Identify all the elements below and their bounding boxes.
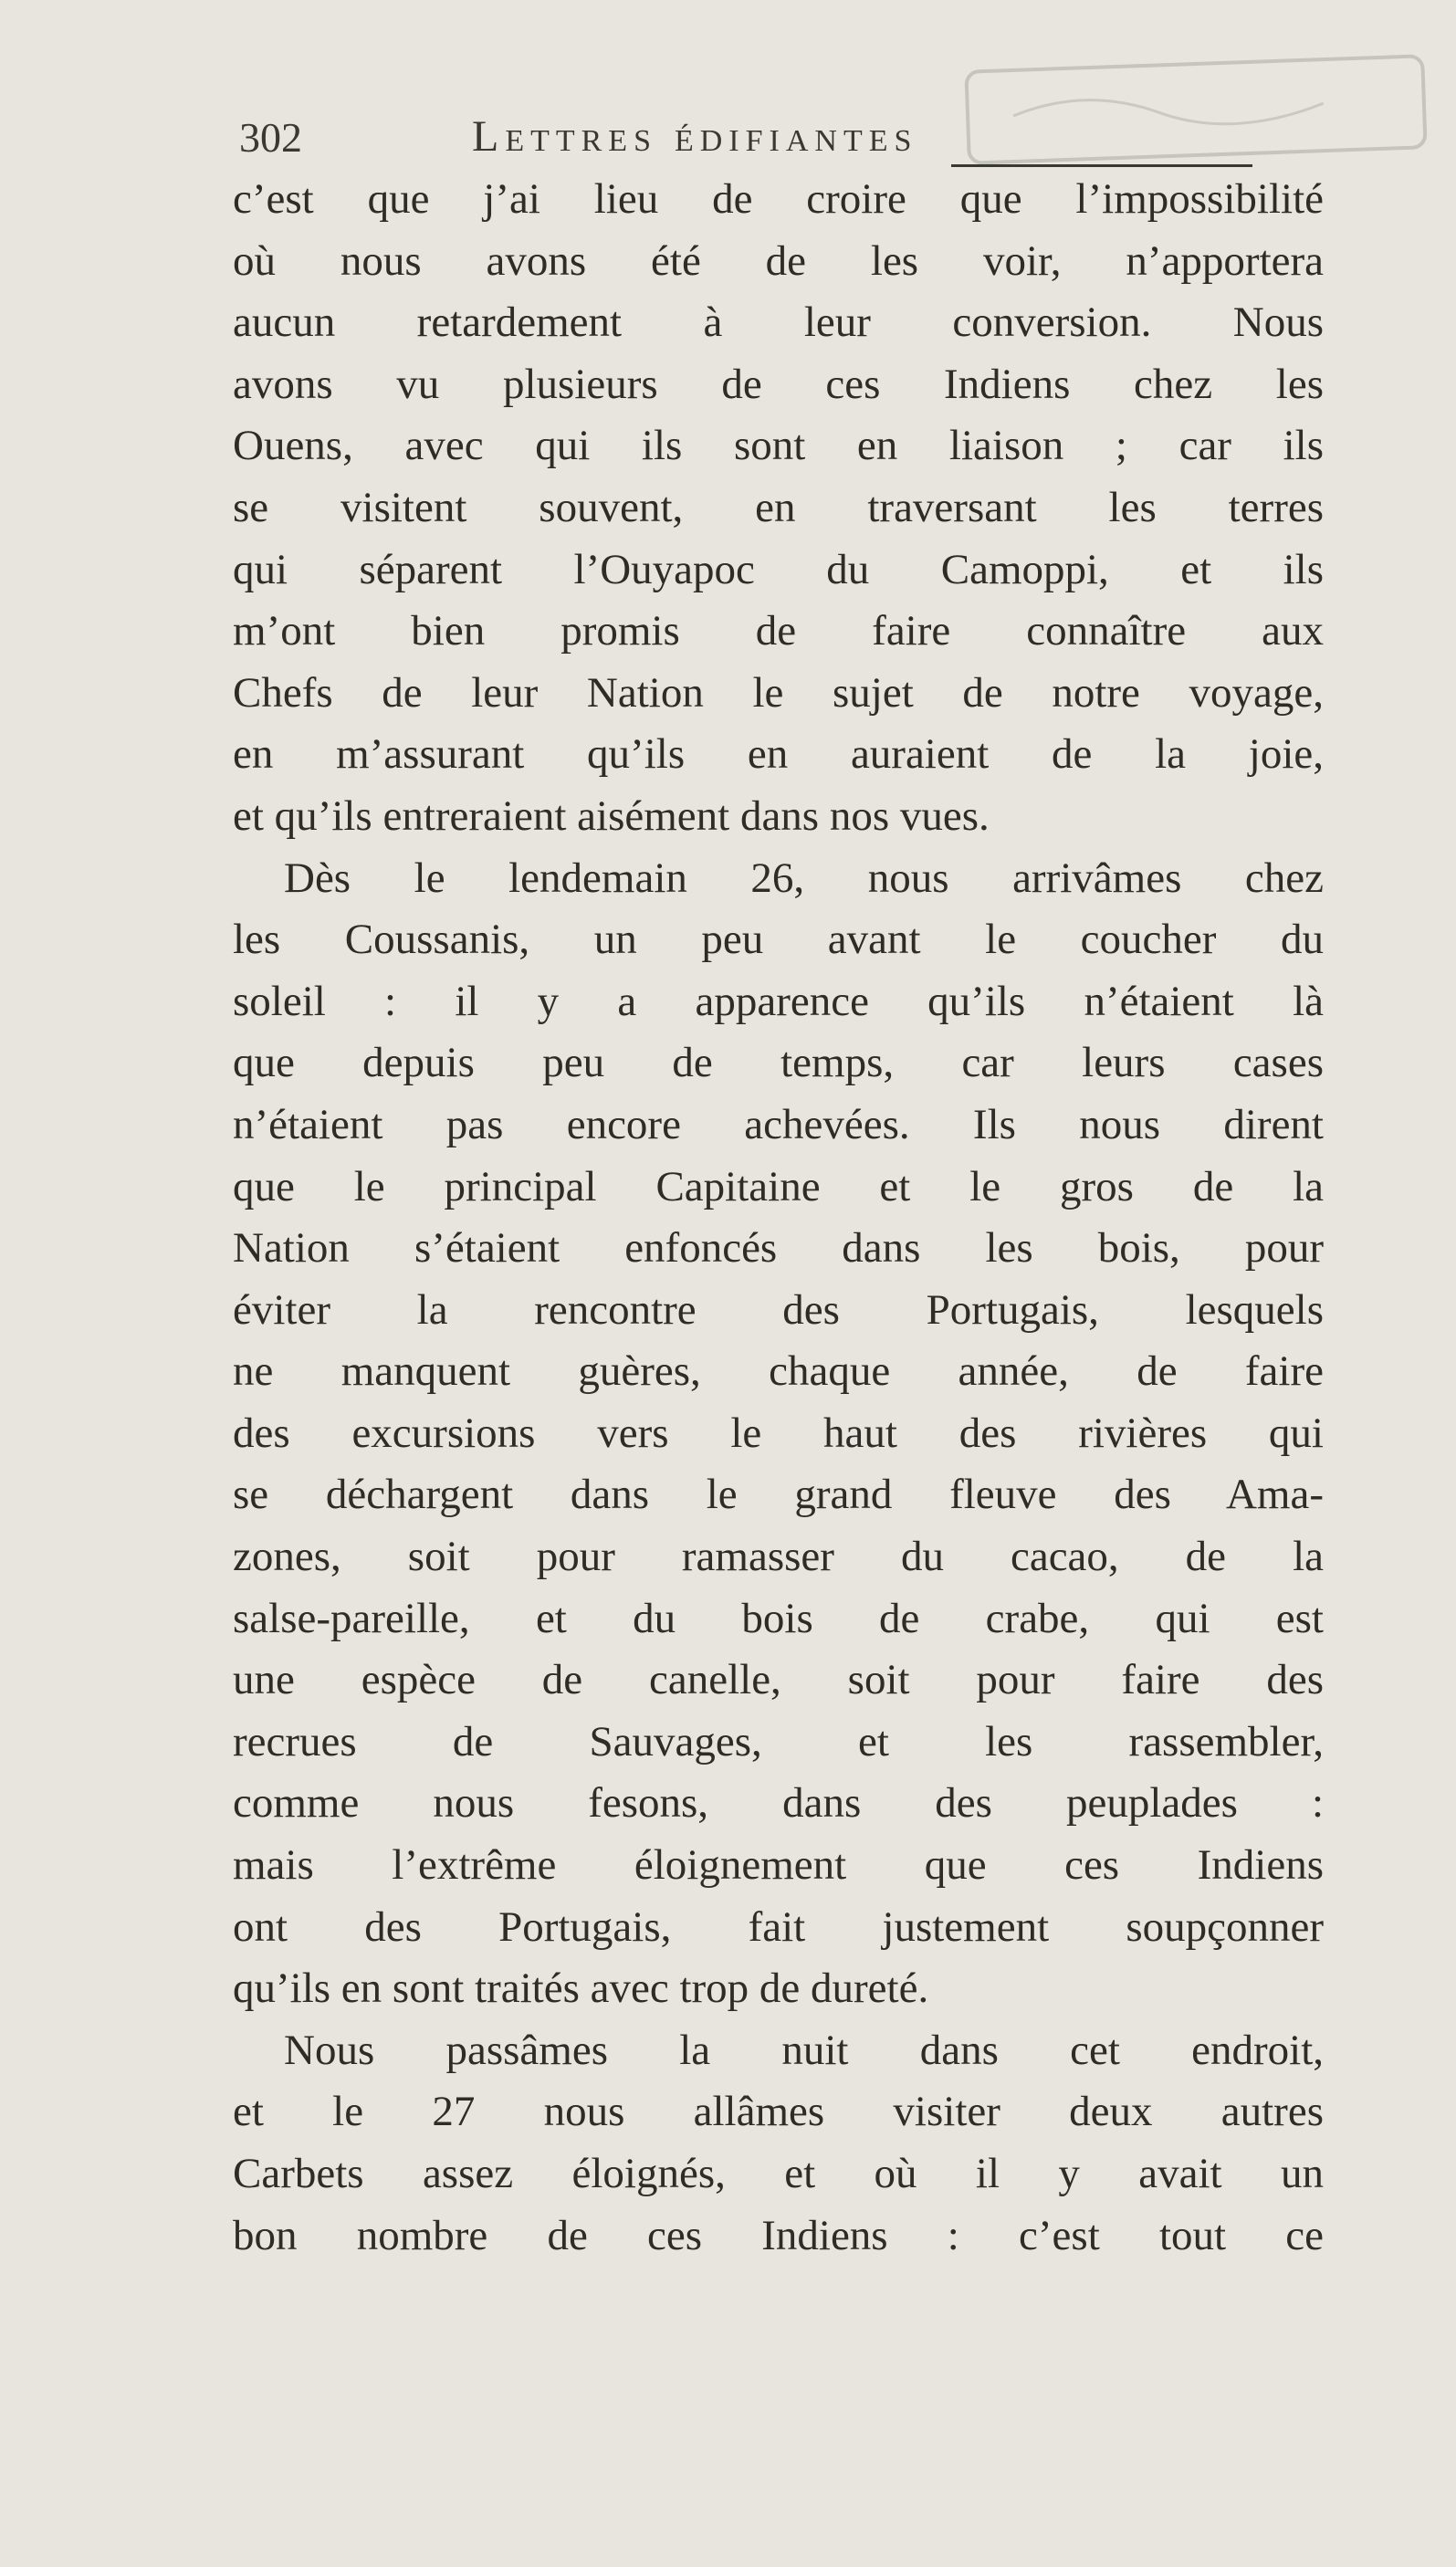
text-line: c’est que j’ai lieu de croire que l’impossibilité xyxy=(233,175,1324,223)
text-line: ont des Portugais, fait justement soupçonner xyxy=(233,1902,1324,1951)
text-line: en m’assurant qu’ils en auraient de la joie, xyxy=(233,730,1324,779)
text-line: m’ont bien promis de faire connaître aux xyxy=(233,607,1324,655)
page-header xyxy=(239,108,1335,172)
text-line: se visitent souvent, en traversant les terres xyxy=(233,483,1324,531)
text-line: salse-pareille, et du bois de crabe, qui est xyxy=(233,1594,1324,1642)
text-line: n’étaient pas encore achevées. Ils nous dirent xyxy=(233,1100,1324,1148)
text-line: des excursions vers le haut des rivières qui xyxy=(233,1409,1324,1457)
text-line: et qu’ils entreraient aisément dans nos vues. xyxy=(233,791,990,840)
text-line: Nation s’étaient enfoncés dans les bois, pour xyxy=(233,1224,1324,1273)
text-line: aucun retardement à leur conversion. Nous xyxy=(233,299,1324,347)
text-line: Ouens, avec qui ils sont en liaison ; car ils xyxy=(233,422,1324,470)
text-line: avons vu plusieurs de ces Indiens chez les xyxy=(233,360,1324,408)
text-line: les Coussanis, un peu avant le coucher du xyxy=(233,916,1324,964)
text-line: bon nombre de ces Indiens : c’est tout ce xyxy=(233,2211,1324,2259)
text-line: comme nous fesons, dans des peuplades : xyxy=(233,1779,1324,1828)
text-line: zones, soit pour ramasser du cacao, de la xyxy=(233,1533,1324,1581)
page-number: 302 xyxy=(239,114,302,161)
text-line: Nous passâmes la nuit dans cet endroit, xyxy=(284,2026,1324,2074)
text-line: que depuis peu de temps, car leurs cases xyxy=(233,1039,1324,1087)
text-line: recrues de Sauvages, et les rassembler, xyxy=(233,1717,1324,1765)
text-line: Carbets assez éloignés, et où il y avait un xyxy=(233,2150,1324,2197)
text-line: une espèce de canelle, soit pour faire des xyxy=(233,1656,1324,1704)
text-line: qui séparent l’Ouyapoc du Camoppi, et ils xyxy=(233,545,1324,593)
text-line: soleil : il y a apparence qu’ils n’étaient là xyxy=(233,977,1324,1025)
text-line: qu’ils en sont traités avec trop de dureté. xyxy=(233,1965,929,2013)
text-line: et le 27 nous allâmes visiter deux autres xyxy=(233,2088,1324,2136)
text-line: où nous avons été de les voir, n’apportera xyxy=(233,236,1324,285)
text-line: Dès le lendemain 26, nous arrivâmes chez xyxy=(284,854,1324,902)
text-line: que le principal Capitaine et le gros de la xyxy=(233,1162,1324,1210)
running-title: Lettres édifiantes xyxy=(472,112,918,161)
text-line: mais l’extrême éloignement que ces Indiens xyxy=(233,1841,1324,1890)
text-line: éviter la rencontre des Portugais, lesquels xyxy=(233,1285,1324,1334)
text-line: Chefs de leur Nation le sujet de notre voyage, xyxy=(233,668,1324,717)
header-rule xyxy=(951,164,1252,167)
body-text xyxy=(233,169,1324,2267)
text-line: ne manquent guères, chaque année, de faire xyxy=(233,1347,1324,1396)
text-line: se déchargent dans le grand fleuve des Ama- xyxy=(233,1471,1324,1519)
